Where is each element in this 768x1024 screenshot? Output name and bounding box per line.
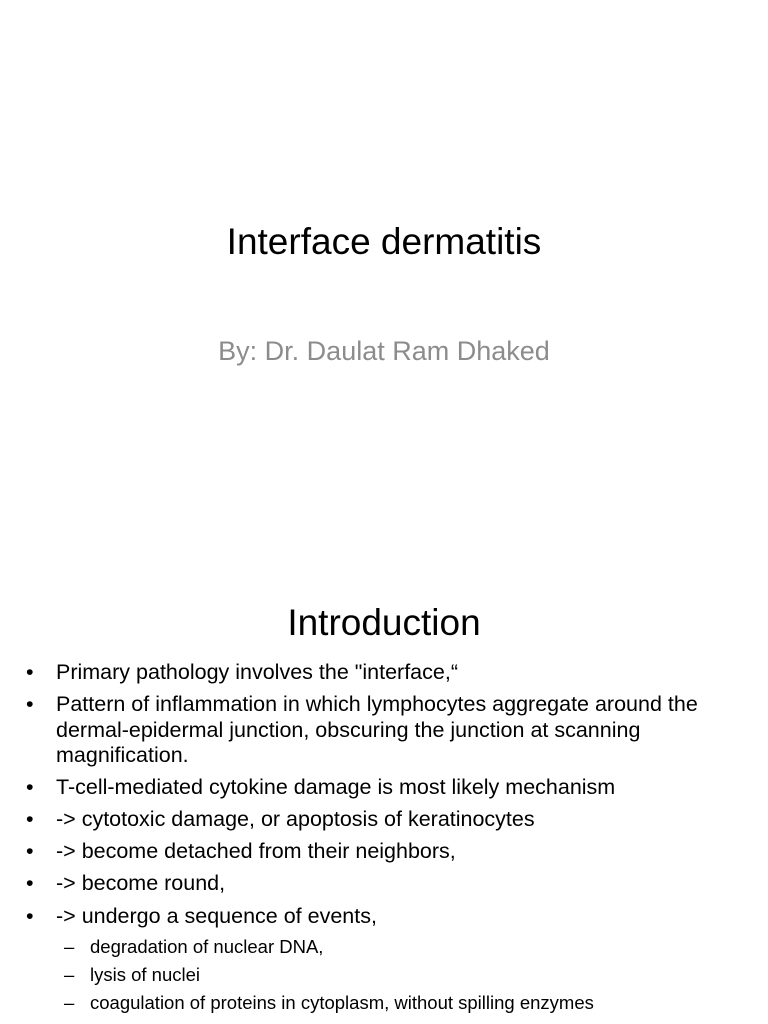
bullet-text: -> become round, bbox=[56, 871, 226, 896]
bullet-item bbox=[0, 839, 768, 865]
bullet-text: T-cell-mediated cytokine damage is most likely mechanism bbox=[56, 775, 616, 800]
sub-bullet-text: coagulation of proteins in cytoplasm, without spilling enzymes bbox=[90, 991, 594, 1013]
slide-title-heading: Interface dermatitis bbox=[226, 221, 542, 262]
bullet-text: Primary pathology involves the "interface,“ bbox=[56, 660, 458, 684]
bullet-marker: • bbox=[26, 903, 34, 928]
bullet-marker: • bbox=[26, 839, 34, 864]
slide-introduction bbox=[0, 576, 768, 1024]
bullet-marker: • bbox=[26, 871, 34, 896]
sub-bullet-item bbox=[0, 936, 768, 958]
slide-subtitle-author: By: Dr. Daulat Ram Dhaked bbox=[218, 336, 550, 366]
bullet-list bbox=[0, 660, 768, 1020]
bullet-marker: • bbox=[26, 692, 34, 717]
bullet-marker: • bbox=[26, 660, 34, 684]
bullet-item bbox=[0, 692, 768, 769]
bullet-text: -> become detached from their neighbors, bbox=[56, 839, 456, 864]
sub-bullet-text: lysis of nuclei bbox=[90, 963, 201, 985]
bullet-item bbox=[0, 807, 768, 833]
bullet-item bbox=[0, 904, 768, 930]
slide-introduction-heading: Introduction bbox=[287, 602, 481, 643]
sub-bullet-marker: – bbox=[64, 935, 75, 957]
sub-bullet-marker: – bbox=[64, 963, 75, 985]
bullet-marker: • bbox=[26, 807, 34, 832]
bullet-text: -> undergo a sequence of events, bbox=[56, 903, 377, 928]
bullet-marker: • bbox=[26, 775, 34, 800]
bullet-text: -> cytotoxic damage, or apoptosis of keratinocytes bbox=[56, 807, 535, 832]
sub-bullet-text: degradation of nuclear DNA, bbox=[90, 935, 324, 957]
sub-bullet-item bbox=[0, 992, 768, 1014]
bullet-item bbox=[0, 660, 768, 686]
bullet-text: Pattern of inflammation in which lymphocytes aggregate around the dermal-epidermal junction, obscuring the junction at scanning magnification. bbox=[56, 692, 698, 768]
bullet-item bbox=[0, 775, 768, 801]
sub-bullet-marker: – bbox=[64, 991, 75, 1013]
sub-bullet-item bbox=[0, 964, 768, 986]
bullet-item bbox=[0, 871, 768, 897]
